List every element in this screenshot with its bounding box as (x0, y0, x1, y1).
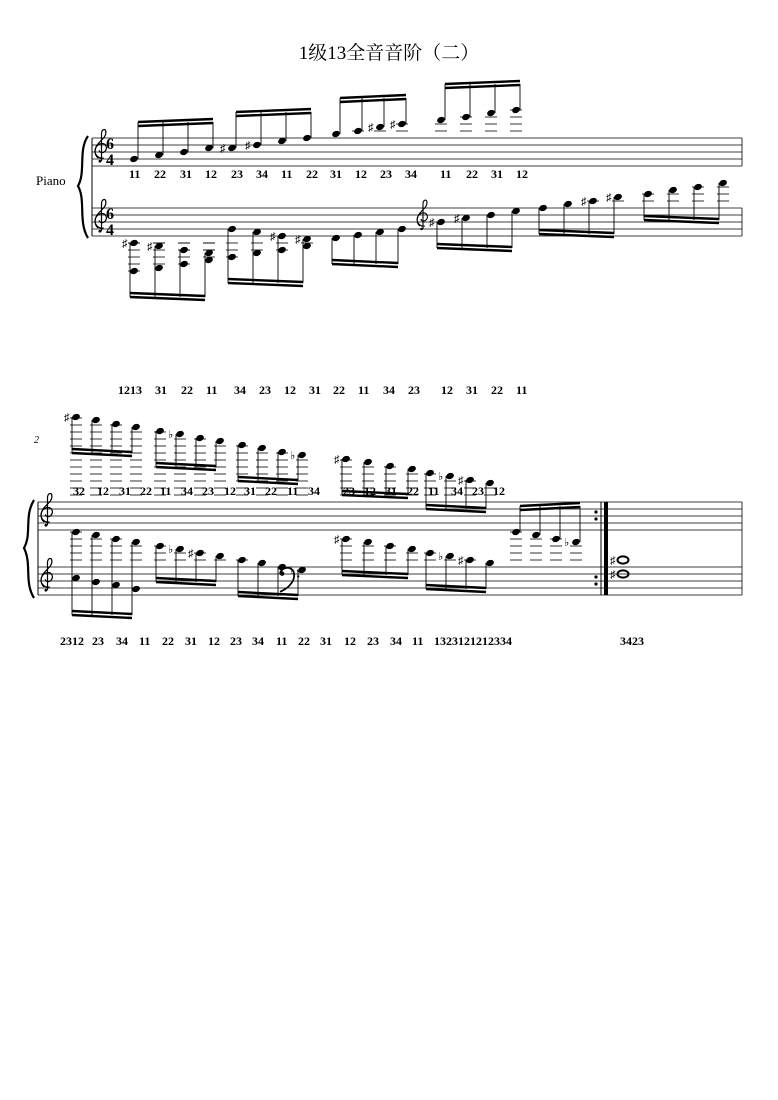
beam (138, 119, 213, 122)
sharp-sign: ♯ (245, 140, 251, 152)
note-head (257, 444, 267, 452)
beam (72, 453, 132, 456)
beam (644, 216, 719, 219)
sharp-sign: ♯ (390, 119, 396, 131)
fingering-number: 34 (451, 484, 463, 498)
fingering-number: 23 (472, 484, 484, 498)
note-head (227, 253, 237, 261)
note-head (363, 538, 373, 546)
note-head (397, 225, 407, 233)
time-sig-top: 6 (106, 206, 114, 223)
fingering-number: 1323121212334 (434, 634, 512, 648)
note-head (252, 141, 262, 149)
fingering-number: 34 (181, 484, 193, 498)
fingering-number: 23 (92, 634, 104, 648)
note-head (131, 538, 141, 546)
note-head (179, 148, 189, 156)
sharp-sign: ♯ (606, 192, 612, 204)
note-head (353, 231, 363, 239)
fingering-number: 32 (73, 484, 85, 498)
beam (228, 283, 303, 286)
note-head (91, 578, 101, 586)
fingering-number: 22 (407, 484, 419, 498)
note-head (375, 123, 385, 131)
sharp-sign: ♯ (270, 231, 276, 243)
fingering-number: 34 (390, 634, 402, 648)
note-head (131, 585, 141, 593)
sharp-sign: ♭ (168, 429, 174, 441)
fingering-number: 12 (224, 484, 236, 498)
note-head (353, 127, 363, 135)
beam (156, 463, 216, 466)
beam (228, 279, 303, 282)
sharp-sign: ♭ (438, 471, 444, 483)
note-head (436, 116, 446, 124)
fingering-number: 31 (491, 167, 503, 181)
note-head (155, 542, 165, 550)
whole-note (618, 556, 629, 563)
fingering-number: 12 (516, 167, 528, 181)
note-head (341, 455, 351, 463)
beam (156, 467, 216, 470)
note-head (175, 430, 185, 438)
sharp-sign: ♯ (334, 454, 340, 466)
fingering-number: 12 (355, 167, 367, 181)
fingering-number: 31 (309, 383, 321, 397)
beam (238, 592, 298, 595)
note-head (668, 186, 678, 194)
time-signature-treble (106, 136, 114, 169)
note-head (71, 528, 81, 536)
fingering-number: 2312 (60, 634, 84, 648)
fingering-number: 23 (259, 383, 271, 397)
sharp-sign: ♯ (610, 555, 616, 567)
note-head (486, 211, 496, 219)
fingering-number: 1213 (118, 383, 142, 397)
treble-clef (41, 558, 52, 591)
fingering-number: 12 (284, 383, 296, 397)
beam (445, 85, 520, 88)
beam (130, 293, 205, 296)
beam (130, 297, 205, 300)
sharp-sign: ♯ (610, 569, 616, 581)
beam (520, 503, 580, 506)
fingering-number: 22 (154, 167, 166, 181)
note-head (277, 563, 287, 571)
sharp-sign: ♯ (122, 238, 128, 250)
fingering-number: 11 (412, 634, 424, 648)
fingering-number: 12 (97, 484, 109, 498)
note-head (277, 448, 287, 456)
time-signature-bass (106, 206, 114, 239)
note-head (465, 556, 475, 564)
fingering-number: 23 (380, 167, 392, 181)
beam (340, 99, 406, 102)
beam (342, 571, 408, 574)
fingering-number: 34 (405, 167, 417, 181)
note-head (445, 472, 455, 480)
beam (426, 505, 486, 508)
sharp-sign: ♭ (290, 450, 296, 462)
fingering-number: 22 (265, 484, 277, 498)
note-head (237, 441, 247, 449)
note-head (195, 549, 205, 557)
repeat-dot (594, 575, 597, 578)
note-head (179, 260, 189, 268)
sharp-sign: ♯ (220, 143, 226, 155)
fingering-number: 22 (491, 383, 503, 397)
beam (332, 264, 398, 267)
note-head (563, 200, 573, 208)
fingering-number: 31 (155, 383, 167, 397)
fingering-number: 11 (276, 634, 288, 648)
fingering-number: 34 (383, 383, 395, 397)
beam (238, 596, 298, 599)
fingering-number: 11 (287, 484, 299, 498)
note-head (91, 531, 101, 539)
note-head (277, 246, 287, 254)
beam (539, 234, 614, 237)
note-head (486, 109, 496, 117)
brace (78, 136, 88, 238)
beam (644, 220, 719, 223)
note-head (277, 232, 287, 240)
note-head (531, 531, 541, 539)
note-head (91, 416, 101, 424)
note-head (302, 134, 312, 142)
sharp-sign: ♯ (188, 548, 194, 560)
fingering-number: 12 (364, 484, 376, 498)
fingering-number: 11 (440, 167, 452, 181)
note-head (436, 218, 446, 226)
note-head (111, 420, 121, 428)
beam (426, 509, 486, 512)
repeat-dot (594, 510, 597, 513)
note-head (175, 545, 185, 553)
note-head (111, 535, 121, 543)
note-head (215, 437, 225, 445)
sharp-sign: ♭ (290, 565, 296, 577)
beam (426, 585, 486, 588)
note-head (588, 197, 598, 205)
fingering-number: 34 (308, 484, 320, 498)
fingering-number: 31 (466, 383, 478, 397)
note-head (511, 528, 521, 536)
fingering-number: 22 (306, 167, 318, 181)
sharp-sign: ♭ (564, 537, 570, 549)
sharp-sign: ♭ (438, 551, 444, 563)
note-head (613, 193, 623, 201)
fingering-number: 11 (129, 167, 141, 181)
fingering-number: 11 (428, 484, 440, 498)
fingering-number: 23 (343, 484, 355, 498)
sharp-sign: ♯ (458, 475, 464, 487)
page-title: 1级13全音音阶（二） (298, 43, 480, 64)
fingering-number: 11 (281, 167, 293, 181)
fingering-number: 22 (140, 484, 152, 498)
time-sig-bottom: 4 (106, 222, 114, 239)
note-head (485, 559, 495, 567)
treble-clef (95, 199, 106, 232)
note-head (195, 434, 205, 442)
measure-number: 2 (34, 435, 39, 446)
sharp-sign: ♯ (458, 555, 464, 567)
fingering-number: 31 (320, 634, 332, 648)
note-head (257, 559, 267, 567)
beam (138, 123, 213, 126)
note-head (465, 476, 475, 484)
fingering-number: 11 (516, 383, 528, 397)
fingering-number: 23 (230, 634, 242, 648)
note-head (341, 535, 351, 543)
fingering-number: 12 (344, 634, 356, 648)
repeat-dot (594, 582, 597, 585)
sharp-sign: ♯ (295, 234, 301, 246)
fingering-number: 34 (234, 383, 246, 397)
note-head (385, 462, 395, 470)
treble-clef (95, 129, 106, 162)
beam (156, 578, 216, 581)
note-head (227, 225, 237, 233)
beam (72, 611, 132, 614)
fingering-number: 11 (139, 634, 151, 648)
note-head (511, 106, 521, 114)
fingering-number: 12 (205, 167, 217, 181)
fingering-number: 11 (206, 383, 218, 397)
sharp-sign: ♯ (368, 122, 374, 134)
note-head (407, 545, 417, 553)
fingering-number: 23 (231, 167, 243, 181)
fingering-number: 22 (466, 167, 478, 181)
note-head (397, 120, 407, 128)
note-head (643, 190, 653, 198)
sharp-sign: ♯ (147, 241, 153, 253)
note-head (129, 155, 139, 163)
note-head (363, 458, 373, 466)
note-head (71, 413, 81, 421)
time-sig-bottom: 4 (106, 152, 114, 169)
beam (72, 615, 132, 618)
note-head (131, 423, 141, 431)
fingering-number: 31 (385, 484, 397, 498)
note-head (571, 538, 581, 546)
fingering-number: 34 (256, 167, 268, 181)
note-head (385, 542, 395, 550)
fingering-number: 23 (367, 634, 379, 648)
instrument-label: Piano (36, 173, 66, 188)
fingering-number: 23 (202, 484, 214, 498)
sharp-sign: ♯ (429, 217, 435, 229)
note-head (461, 113, 471, 121)
note-head (155, 427, 165, 435)
sharp-sign: ♯ (454, 213, 460, 225)
sharp-sign: ♯ (581, 196, 587, 208)
note-head (237, 556, 247, 564)
brace (24, 500, 34, 598)
fingering-number: 31 (119, 484, 131, 498)
note-head (215, 552, 225, 560)
fingering-number: 22 (162, 634, 174, 648)
beam (342, 575, 408, 578)
fingering-number: 12 (441, 383, 453, 397)
fingering-number: 11 (358, 383, 370, 397)
note-head (331, 130, 341, 138)
sharp-sign: ♭ (168, 544, 174, 556)
note-head (154, 264, 164, 272)
beam (340, 95, 406, 98)
fingering-number: 31 (180, 167, 192, 181)
note-head (129, 267, 139, 275)
beam (156, 582, 216, 585)
fingering-number: 34 (116, 634, 128, 648)
note-head (425, 469, 435, 477)
beam (238, 477, 298, 480)
time-sig-top: 6 (106, 136, 114, 153)
note-head (718, 179, 728, 187)
beam (236, 113, 311, 116)
beam (520, 507, 580, 510)
fingering-number: 11 (160, 484, 172, 498)
beam (539, 230, 614, 233)
treble-clef (41, 493, 52, 526)
beam (332, 260, 398, 263)
fingering-number: 31 (185, 634, 197, 648)
sharp-sign: ♯ (334, 534, 340, 546)
repeat-dot (594, 517, 597, 520)
note-head (425, 549, 435, 557)
note-head (331, 234, 341, 242)
beam (72, 449, 132, 452)
fingering-number: 31 (244, 484, 256, 498)
note-head (445, 552, 455, 560)
beam (426, 589, 486, 592)
fingering-number: 12 (208, 634, 220, 648)
beam (236, 109, 311, 112)
note-head (693, 183, 703, 191)
beam (437, 248, 512, 251)
fingering-number: 22 (298, 634, 310, 648)
note-head (551, 535, 561, 543)
fingering-number: 22 (333, 383, 345, 397)
note-head (297, 451, 307, 459)
fingering-number: 3423 (620, 634, 644, 648)
note-head (538, 204, 548, 212)
note-head (407, 465, 417, 473)
fingering-number: 23 (408, 383, 420, 397)
fingering-number: 22 (181, 383, 193, 397)
fingering-number: 12 (493, 484, 505, 498)
sharp-sign: ♯ (64, 412, 70, 424)
fingering-number: 34 (252, 634, 264, 648)
beam (445, 81, 520, 84)
beam (437, 244, 512, 247)
notation (24, 81, 742, 618)
fingering-number: 31 (330, 167, 342, 181)
